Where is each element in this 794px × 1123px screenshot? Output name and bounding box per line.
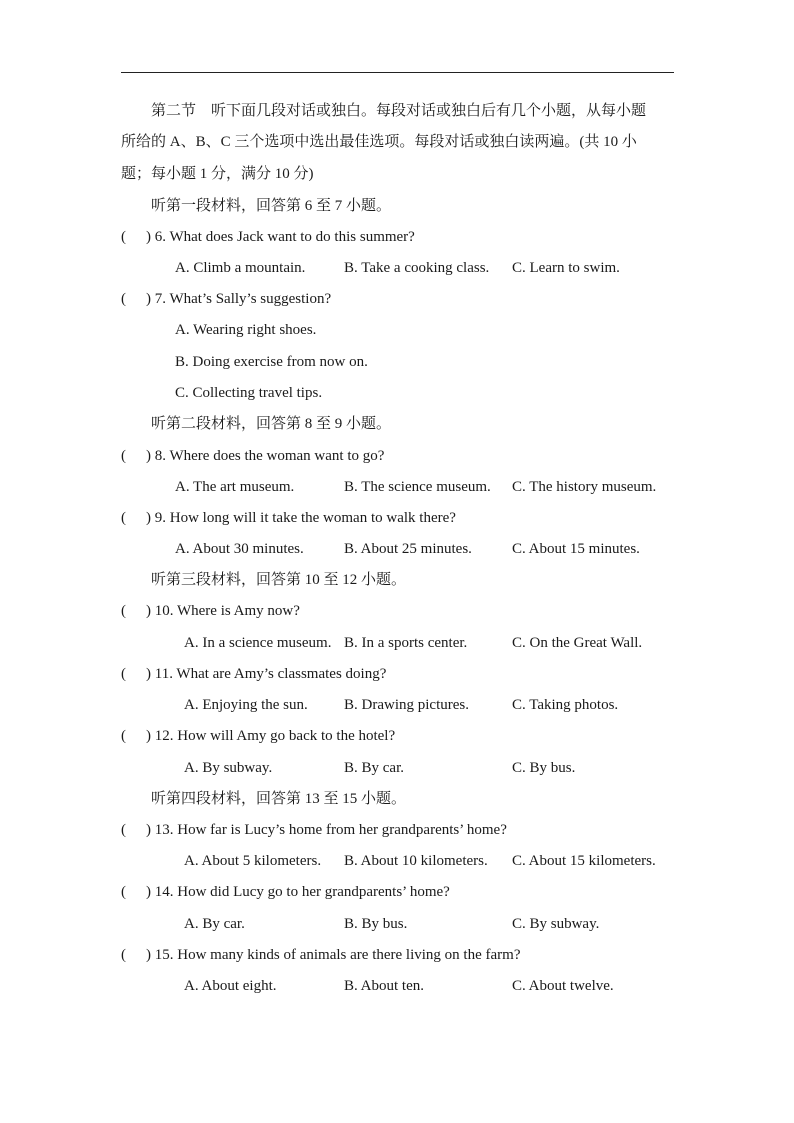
option-c: C. On the Great Wall. [512, 635, 643, 651]
answer-paren-open: ( [121, 229, 126, 245]
option-a: A. The art museum. [175, 479, 295, 495]
question-10 [121, 601, 300, 621]
option-b: B. Drawing pictures. [344, 697, 469, 713]
question-text: ) 15. How many kinds of animals are there living on the farm? [146, 947, 521, 963]
option-b: B. In a sports center. [344, 635, 468, 651]
option-c: C. About 15 minutes. [512, 541, 640, 557]
question-text: ) 8. Where does the woman want to go? [146, 448, 385, 464]
question-9 [121, 508, 456, 528]
option-b: B. About 10 kilometers. [344, 853, 488, 869]
instructions-line-2: 所给的 A、B、C 三个选项中选出最佳选项。每段对话或独白读两遍。(共 10 小 [121, 134, 637, 150]
question-text: ) 7. What’s Sally’s suggestion? [146, 291, 332, 307]
option-b: B. By car. [344, 760, 404, 776]
option-a: A. By car. [184, 916, 245, 932]
answer-paren-open: ( [121, 291, 126, 307]
question-text: ) 13. How far is Lucy’s home from her grandparents’ home? [146, 822, 507, 838]
option-b: B. The science museum. [344, 479, 491, 495]
option-c: C. Learn to swim. [512, 260, 620, 276]
option-a: A. Climb a mountain. [175, 260, 306, 276]
question-15 [121, 945, 520, 965]
section-heading-2: 听第二段材料，回答第 8 至 9 小题。 [151, 416, 392, 432]
question-13 [121, 820, 507, 840]
option-a: A. About 30 minutes. [175, 541, 304, 557]
answer-paren-open: ( [121, 947, 126, 963]
option-c: C. About 15 kilometers. [512, 853, 656, 869]
section-heading-3: 听第三段材料，回答第 10 至 12 小题。 [151, 572, 407, 588]
option-c: C. The history museum. [512, 479, 657, 495]
option-b: B. Doing exercise from now on. [175, 354, 368, 370]
option-a: A. In a science museum. [184, 635, 332, 651]
option-a: A. By subway. [184, 760, 273, 776]
option-b: B. By bus. [344, 916, 408, 932]
question-6 [121, 227, 415, 247]
question-text: ) 12. How will Amy go back to the hotel? [146, 728, 396, 744]
top-rule [121, 72, 674, 73]
question-14 [121, 882, 450, 902]
question-7 [121, 289, 331, 309]
question-text: ) 9. How long will it take the woman to walk there? [146, 510, 456, 526]
option-b: B. Take a cooking class. [344, 260, 490, 276]
option-a: A. About 5 kilometers. [184, 853, 322, 869]
option-a: A. About eight. [184, 978, 277, 994]
option-a: A. Wearing right shoes. [175, 322, 317, 338]
question-8 [121, 446, 384, 466]
option-c: C. Collecting travel tips. [175, 385, 323, 401]
answer-paren-open: ( [121, 448, 126, 464]
question-text: ) 6. What does Jack want to do this summer? [146, 229, 415, 245]
option-c: C. About twelve. [512, 978, 614, 994]
question-12 [121, 726, 395, 746]
answer-paren-open: ( [121, 728, 126, 744]
question-11 [121, 664, 386, 684]
option-c: C. Taking photos. [512, 697, 619, 713]
answer-paren-open: ( [121, 822, 126, 838]
question-text: ) 14. How did Lucy go to her grandparents’ home? [146, 884, 450, 900]
option-c: C. By subway. [512, 916, 600, 932]
question-text: ) 11. What are Amy’s classmates doing? [146, 666, 387, 682]
section-heading-1: 听第一段材料，回答第 6 至 7 小题。 [151, 198, 392, 214]
answer-paren-open: ( [121, 666, 126, 682]
answer-paren-open: ( [121, 603, 126, 619]
option-a: A. Enjoying the sun. [184, 697, 308, 713]
section-heading-4: 听第四段材料，回答第 13 至 15 小题。 [151, 791, 407, 807]
answer-paren-open: ( [121, 510, 126, 526]
option-c: C. By bus. [512, 760, 576, 776]
option-b: B. About 25 minutes. [344, 541, 472, 557]
instructions-line-1: 第二节 听下面几段对话或独白。每段对话或独白后有几个小题，从每小题 [151, 103, 647, 119]
answer-paren-open: ( [121, 884, 126, 900]
instructions-line-3: 题；每小题 1 分，满分 10 分) [121, 166, 314, 182]
option-b: B. About ten. [344, 978, 425, 994]
question-text: ) 10. Where is Amy now? [146, 603, 300, 619]
